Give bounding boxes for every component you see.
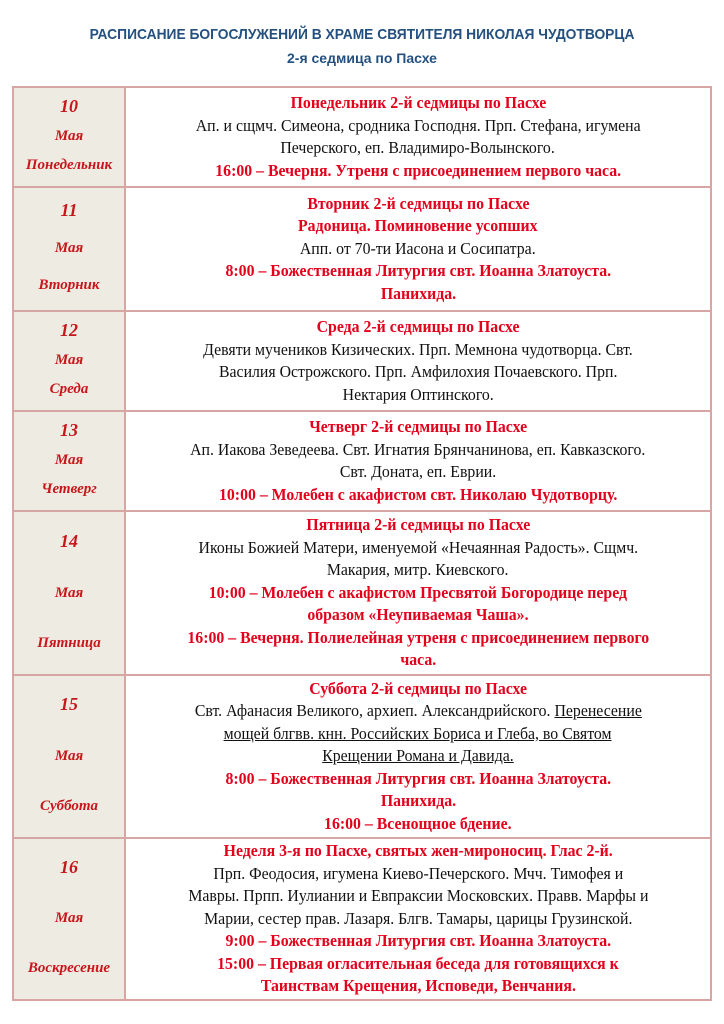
service-time: 16:00 – Всенощное бдение. [324, 813, 512, 833]
commemoration-text: Иконы Божией Матери, именуемой «Нечаянная Радость». Сщмч. [198, 537, 638, 557]
day-title: Понедельник 2-й седмицы по Пасхе [290, 93, 546, 112]
service-time: часа. [400, 650, 436, 670]
month-label: Мая [54, 240, 84, 257]
weekday-label: Вторник [38, 277, 100, 294]
service-line [300, 238, 536, 261]
weekday-label: Четверг [41, 481, 97, 498]
commemoration-text: мощей блгвв. кнн. Российских Бориса и Глеба, во Святом [224, 723, 612, 743]
commemoration-text: Свт. Доната, еп. Еврии. [339, 462, 497, 481]
page-subtitle: 2-я седмица по Пасхе [287, 50, 437, 66]
schedule-row [14, 188, 710, 312]
service-time: Таинствам Крещения, Исповеди, Венчания. [260, 976, 576, 996]
service-line [400, 649, 436, 672]
commemoration-text: Печерского, еп. Владимиро-Волынского. [280, 138, 556, 157]
service-line [196, 115, 641, 138]
day-number: 14 [60, 530, 78, 551]
service-line [309, 678, 527, 701]
date-cell [14, 839, 126, 999]
commemoration-text: Свт. Афанасия Великого, архиеп. Александрийского. [194, 701, 555, 721]
service-line [225, 260, 611, 283]
commemoration-text: Перенесение [554, 701, 642, 721]
weekday-label: Среда [49, 381, 89, 398]
service-line [198, 537, 638, 560]
service-time: 8:00 – Божественная Литургия свт. Иоанна Златоуста. [225, 261, 611, 281]
day-title: Вторник 2-й седмицы по Пасхе [306, 193, 530, 213]
schedule-row [14, 839, 710, 999]
date-cell [14, 188, 126, 310]
weekday-label: Воскресение [27, 959, 111, 976]
weekday-label: Пятница [37, 634, 101, 651]
service-time: образом «Неупиваемая Чаша». [307, 605, 529, 625]
day-title: Пятница 2-й седмицы по Пасхе [306, 515, 530, 535]
service-line [290, 92, 546, 115]
service-line [309, 416, 527, 439]
service-cell [126, 676, 710, 837]
service-cell [126, 512, 710, 674]
service-line [380, 283, 455, 306]
service-line [322, 745, 514, 768]
month-label: Мая [54, 352, 84, 369]
commemoration-text: Крещении Романа и Давида. [322, 746, 514, 766]
service-line [307, 604, 528, 627]
day-title: Среда 2-й седмицы по Пасхе [316, 317, 520, 336]
service-line [225, 930, 611, 953]
service-line [190, 439, 645, 462]
day-number: 13 [60, 419, 78, 440]
service-cell [126, 312, 710, 410]
commemoration-text: Марии, сестер прав. Лазаря. Блгв. Тамары, царицы Грузинской. [203, 908, 633, 928]
service-line [219, 361, 617, 384]
month-label: Мая [54, 128, 84, 145]
service-line [215, 160, 621, 183]
schedule-row [14, 412, 710, 512]
service-cell [126, 839, 710, 999]
day-number: 15 [60, 694, 78, 715]
service-line [324, 813, 512, 836]
service-line [194, 700, 641, 723]
commemoration-text: Ап. Иакова Зеведеева. Свт. Игнатия Брянчанинова, еп. Кавказского. [190, 439, 646, 459]
service-time: 15:00 – Первая огласительная беседа для готовящихся к [217, 953, 619, 973]
day-title: Неделя 3-я по Пасхе, святых жен-мироносиц. Глас 2-й. [223, 841, 613, 861]
service-line [307, 193, 529, 216]
month-label: Мая [54, 747, 84, 764]
day-number: 10 [60, 95, 78, 116]
service-time: 8:00 – Божественная Литургия свт. Иоанна Златоуста. [225, 768, 611, 788]
service-line [204, 908, 632, 931]
commemoration-text: Прп. Феодосия, игумена Киево-Печерского. Мчч. Тимофея и [213, 863, 623, 883]
service-line [203, 339, 633, 362]
weekday-label: Суббота [39, 797, 99, 814]
day-number: 12 [60, 319, 78, 340]
schedule-row [14, 512, 710, 676]
day-title: Радоница. Поминовение усопших [298, 216, 538, 236]
day-title: Суббота 2-й седмицы по Пасхе [309, 678, 527, 698]
schedule-row [14, 88, 710, 188]
service-line [327, 559, 509, 582]
service-time: Панихида. [380, 283, 456, 303]
service-time: Панихида. [380, 791, 456, 811]
service-line [317, 316, 520, 339]
service-line [217, 953, 619, 976]
commemoration-text: Ап. и сщмч. Симеона, сродника Господня. Прп. Стефана, игумена [195, 115, 641, 135]
commemoration-text: Мавры. Прпп. Иулиании и Евпраксии Московских. Правв. Марфы и [187, 886, 649, 906]
service-time: 16:00 – Вечерня. Полиелейная утреня с присоединением первого [187, 627, 649, 647]
schedule-row [14, 312, 710, 412]
service-line [260, 975, 575, 998]
service-line [380, 790, 455, 813]
service-line [225, 768, 611, 791]
service-cell [126, 188, 710, 310]
day-number: 11 [60, 199, 78, 220]
service-line [306, 514, 530, 537]
commemoration-text: Василия Острожского. Прп. Амфилохия Почаевского. Прп. [218, 362, 618, 381]
date-cell [14, 312, 126, 410]
date-cell [14, 412, 126, 510]
service-line [281, 137, 555, 160]
commemoration-text: Нектария Оптинского. [342, 384, 494, 404]
service-line [342, 384, 493, 407]
page-title: РАСПИСАНИЕ БОГОСЛУЖЕНИЙ В ХРАМЕ СВЯТИТЕЛЯ НИКОЛАЯ ЧУДОТВОРЦА [89, 26, 635, 43]
date-cell [14, 512, 126, 674]
service-time: 9:00 – Божественная Литургия свт. Иоанна Златоуста. [225, 931, 611, 951]
service-time: 16:00 – Вечерня. Утреня с присоединением первого часа. [215, 160, 621, 180]
month-label: Мая [54, 584, 84, 601]
service-line [298, 215, 538, 238]
date-cell [14, 676, 126, 837]
day-number: 16 [60, 857, 78, 878]
service-line [223, 840, 612, 863]
month-label: Мая [54, 910, 84, 927]
service-line [224, 723, 612, 746]
service-line [340, 461, 496, 484]
service-line [213, 863, 623, 886]
service-time: 10:00 – Молебен с акафистом свт. Николаю Чудотворцу. [218, 484, 618, 504]
service-line [219, 484, 617, 507]
service-line [209, 582, 627, 605]
commemoration-text: Макария, митр. Киевского. [327, 560, 509, 580]
service-line [187, 627, 649, 650]
service-cell [126, 88, 710, 186]
month-label: Мая [54, 452, 84, 469]
commemoration-text: Девяти мучеников Кизических. Прп. Мемнона чудотворца. Свт. [203, 339, 633, 359]
service-line [188, 885, 648, 908]
service-time: 10:00 – Молебен с акафистом Пресвятой Богородице перед [208, 582, 628, 602]
commemoration-text: Апп. от 70-ти Иасона и Сосипатра. [300, 238, 536, 258]
day-title: Четверг 2-й седмицы по Пасхе [309, 417, 527, 436]
weekday-label: Понедельник [25, 157, 113, 174]
date-cell [14, 88, 126, 186]
service-cell [126, 412, 710, 510]
schedule-row [14, 676, 710, 839]
schedule-table [12, 86, 712, 1001]
